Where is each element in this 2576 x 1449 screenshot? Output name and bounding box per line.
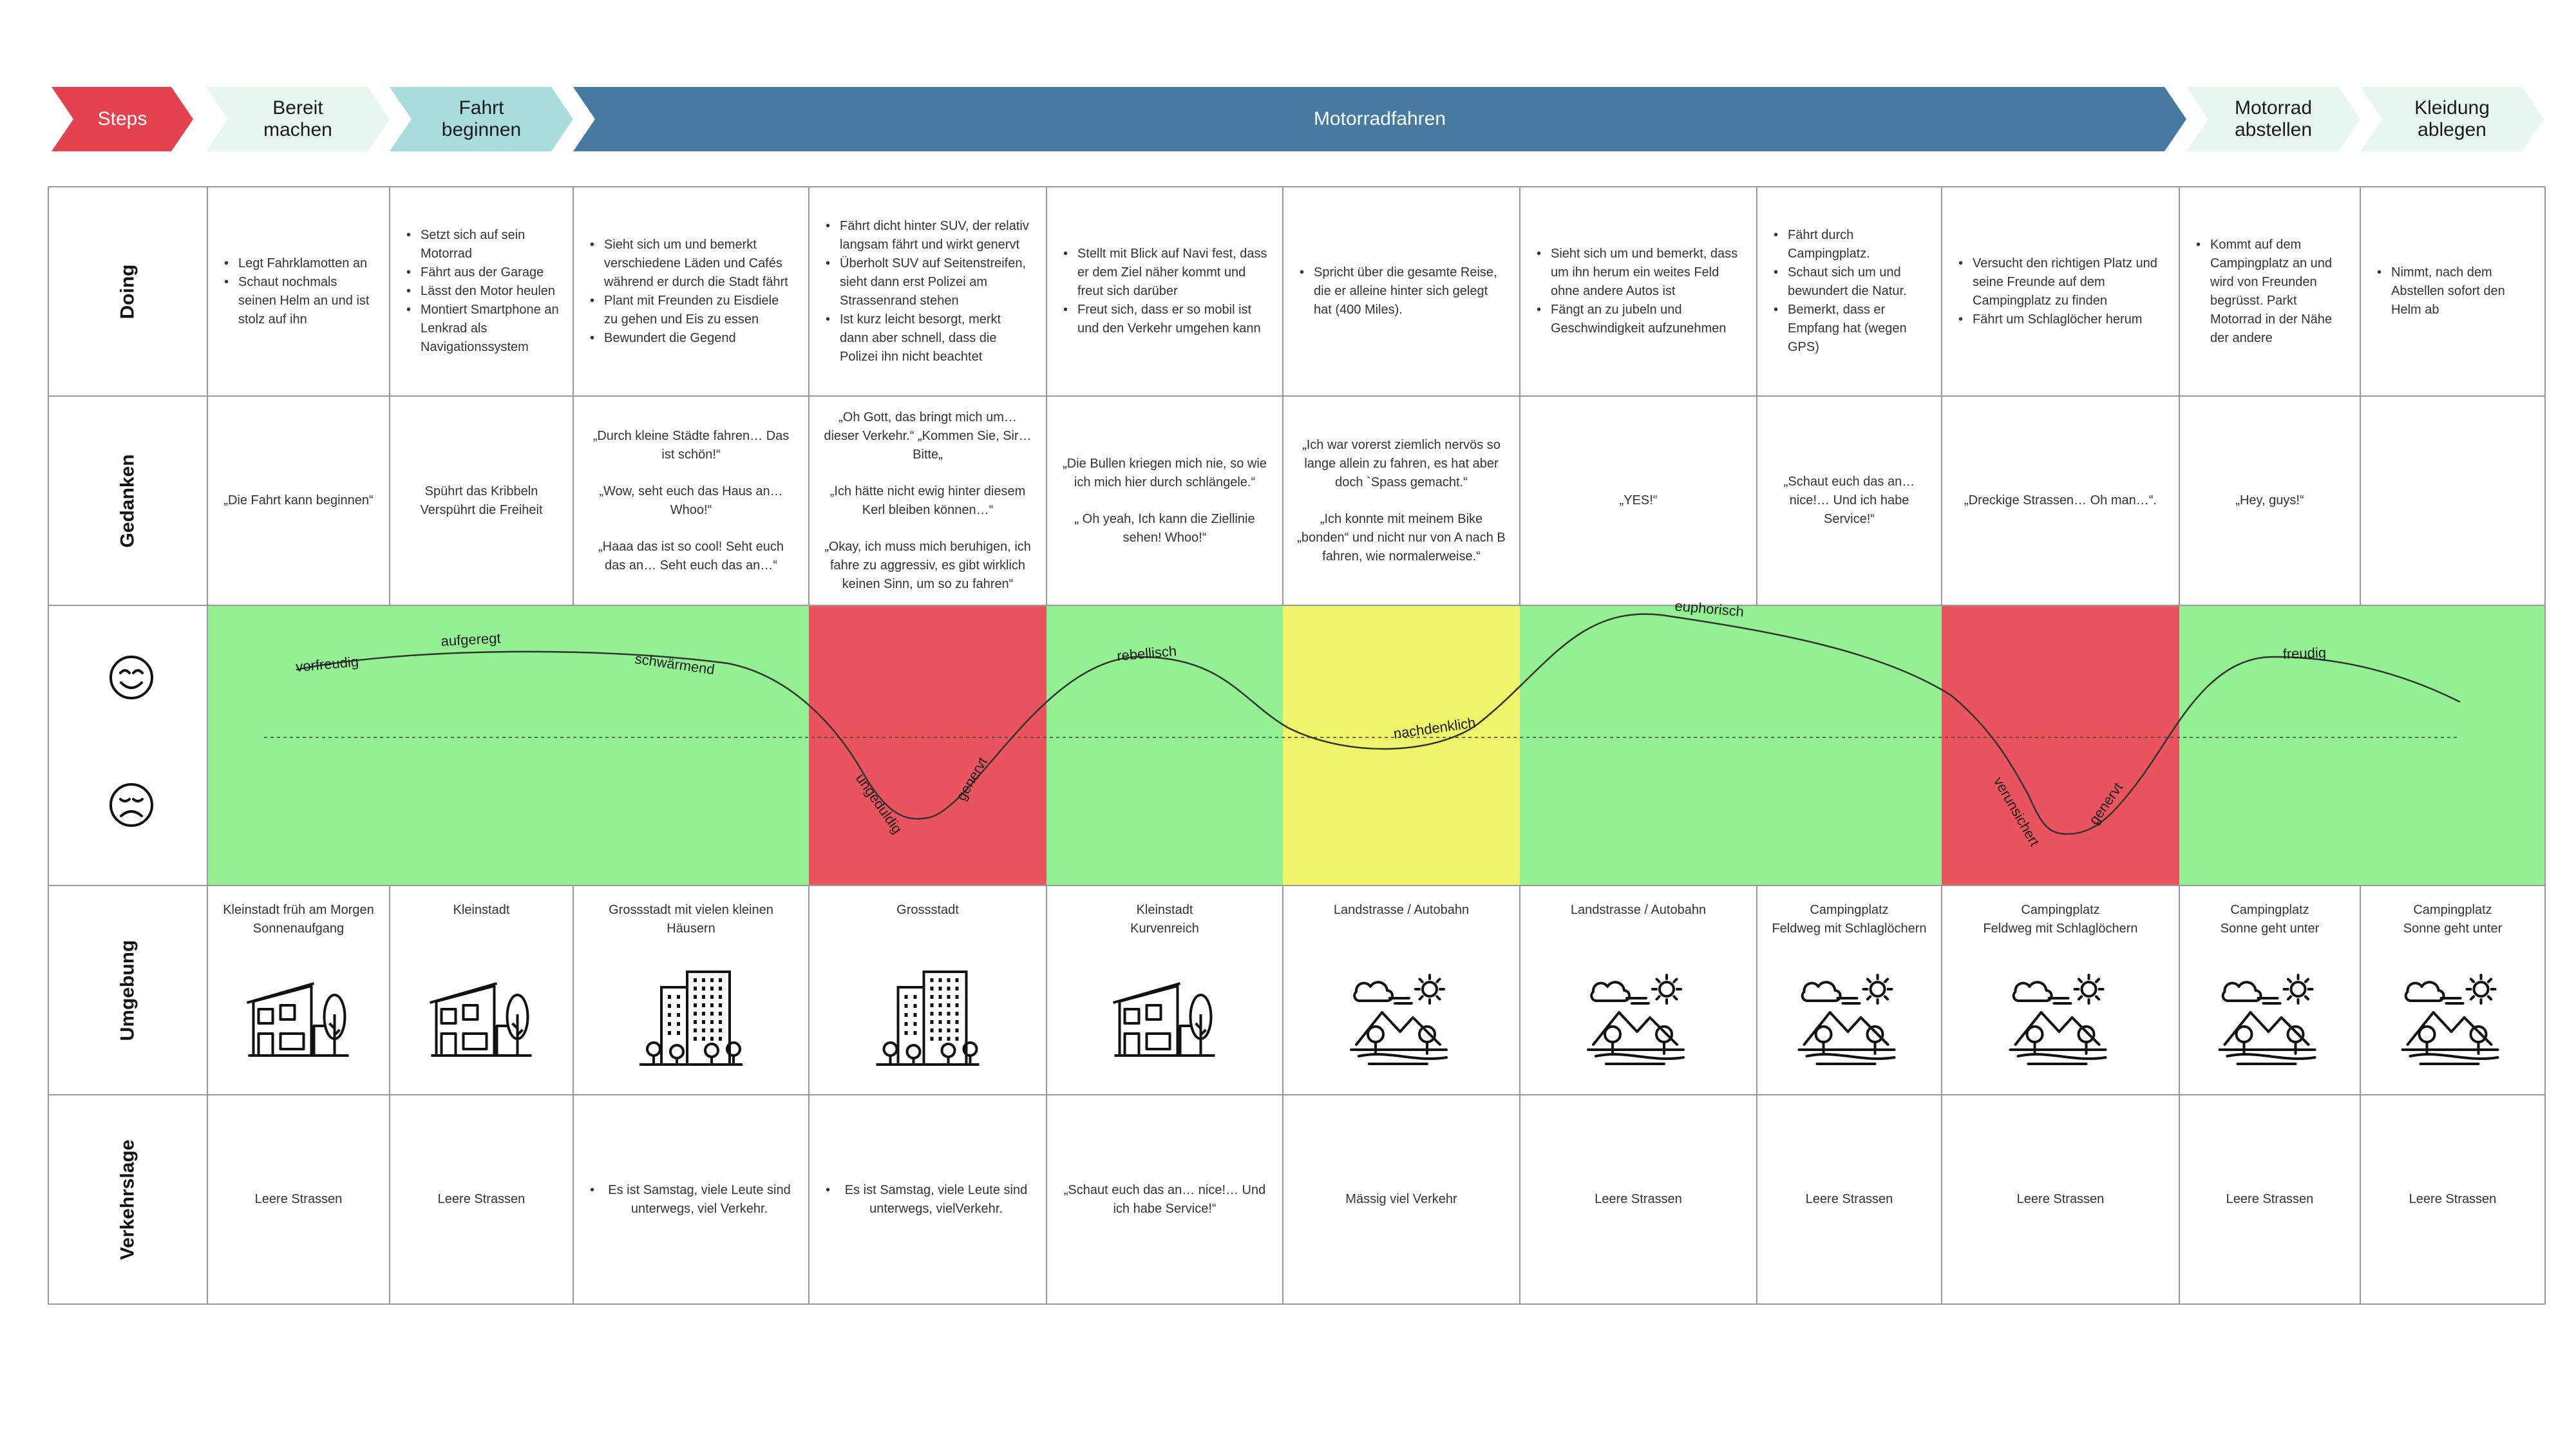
doing-item: • Bemerkt, dass er Empfang hat (wegen GPS) (1788, 301, 1927, 357)
traffic-cell (1757, 1095, 1942, 1304)
environment-text: Campingplatz Feldweg mit Schlaglöchern (1983, 903, 2138, 936)
doing-item: • Lässt den Motor heulen (421, 282, 559, 301)
doing-cell (207, 187, 390, 396)
emotion-label: rebellisch (1116, 642, 1178, 664)
traffic-text: Leere Strassen (2226, 1192, 2314, 1206)
traffic-text: Leere Strassen (2016, 1192, 2105, 1206)
doing-item: • Bewundert die Gegend (604, 329, 795, 348)
doing-item: • Plant mit Freunden zu Eisdiele zu gehen und Eis zu essen (604, 292, 795, 329)
doing-item: • Fährt um Schlaglöcher herum (1973, 310, 2165, 329)
traffic-cell (573, 1095, 809, 1304)
emotion-label: genervt (952, 754, 991, 804)
doing-item: • Fährt aus der Garage (421, 263, 559, 282)
traffic-text: Mässig viel Verkehr (1345, 1192, 1457, 1206)
traffic-cell (1046, 1095, 1283, 1304)
doing-cell (1046, 187, 1283, 396)
row-label-verkehrslage: Verkehrslage (117, 1139, 138, 1260)
thought-quote: „Die Fahrt kann beginnen“ (223, 493, 374, 507)
emotion-label: verunsichert (1990, 774, 2043, 849)
doing-item: • Setzt sich auf sein Motorrad (421, 226, 559, 263)
doing-item: • Spricht über die gesamte Reise, die er alleine hinter sich gelegt hat (400 Miles). (1314, 263, 1506, 319)
step-label: Bereit machen (263, 97, 332, 140)
thought-quote: „Haaa das ist so cool! Seht euch das an… Seht euch das an…“ (598, 539, 784, 573)
doing-item: • Fährt durch Campingplatz. (1788, 226, 1927, 263)
thought-quote: „Ich war vorerst ziemlich nervös so lange allein zu fahren, es hat aber doch `Spass gemacht.“ (1302, 437, 1501, 489)
environment-text: Kleinstadt Kurvenreich (1130, 903, 1199, 936)
thought-quote: „Oh Gott, das bringt mich um… dieser Verkehr.“ „Kommen Sie, Sir… Bitte„ (824, 410, 1032, 462)
doing-item: • Versucht den richtigen Platz und seine Freunde auf dem Campingplatz zu finden (1973, 254, 2165, 310)
doing-cell (809, 187, 1046, 396)
traffic-text: Leere Strassen (437, 1192, 526, 1206)
traffic-cell (390, 1095, 573, 1304)
step-label: Motorrad abstellen (2234, 97, 2313, 140)
traffic-text: • Es ist Samstag, viele Leute sind unterwegs, vielVerkehr. (840, 1181, 1032, 1218)
doing-item: • Montiert Smartphone an Lenkrad als Navigationssystem (421, 301, 559, 357)
environment-text: Landstrasse / Autobahn (1333, 903, 1470, 917)
step-label: Fahrt beginnen (441, 97, 522, 140)
thought-quote: „Ich hätte nicht ewig hinter diesem Kerl bleiben können…“ (829, 484, 1026, 517)
doing-item: • Ist kurz leicht besorgt, merkt dann aber schnell, dass die Polizei ihn nicht beachtet (840, 310, 1032, 366)
traffic-cell (207, 1095, 390, 1304)
doing-cell (1942, 187, 2179, 396)
emotion-label: genervt (2085, 779, 2126, 828)
doing-item: • Schaut nochmals seinen Helm an und ist stolz auf ihn (238, 273, 375, 329)
thought-quote: „Dreckige Strassen… Oh man…“. (1964, 493, 2157, 507)
emotion-label: nachdenklich (1392, 714, 1477, 742)
traffic-cell (1520, 1095, 1757, 1304)
doing-item: • Kommt auf dem Campingplatz an und wird von Freunden begrüsst. Parkt Motorrad in der Nähe der andere (2210, 236, 2346, 348)
thought-cell (2179, 396, 2360, 605)
environment-text: Campingplatz Feldweg mit Schlaglöchern (1772, 903, 1927, 936)
thought-quote: „Okay, ich muss mich beruhigen, ich fahre zu aggressiv, es gibt wirklich keinen Sinn, um so zu fahren“ (824, 539, 1031, 591)
step-label: Kleidung ablegen (2414, 97, 2490, 140)
thought-quote: „Hey, guys!“ (2235, 493, 2304, 507)
doing-item: • Überholt SUV auf Seitenstreifen, sieht dann erst Polizei am Strassenrand stehen (840, 254, 1032, 310)
emotion-label: freudig (2282, 644, 2327, 662)
doing-cell (2179, 187, 2360, 396)
traffic-cell (1942, 1095, 2179, 1304)
step-label: Motorradfahren (1313, 108, 1446, 129)
traffic-text: • Es ist Samstag, viele Leute sind unterwegs, viel Verkehr. (604, 1181, 795, 1218)
doing-cell (1520, 187, 1757, 396)
emotion-label: vorfreudig (295, 653, 359, 675)
emotion-label: schwärmend (634, 650, 716, 678)
doing-item: • Sieht sich um und bemerkt, dass um ihn herum ein weites Feld ohne andere Autos ist (1551, 245, 1743, 301)
thought-cell (809, 396, 1046, 605)
emotion-label: euphorisch (1674, 598, 1745, 620)
thought-quote: „Ich konnte mit meinem Bike „bonden“ und nicht nur von A nach B fahren, wie normalerweise.“ (1297, 511, 1506, 564)
doing-item: • Legt Fahrklamotten an (238, 254, 375, 273)
doing-item: • Stellt mit Blick auf Navi fest, dass er dem Ziel näher kommt und freut sich darüber (1077, 245, 1269, 301)
thought-cell (390, 396, 573, 605)
traffic-text: Leere Strassen (1595, 1192, 1682, 1206)
environment-text: Kleinstadt (453, 903, 510, 917)
row-label-umgebung: Umgebung (117, 940, 138, 1041)
doing-cell (1283, 187, 1520, 396)
doing-cell (573, 187, 809, 396)
doing-cell (1757, 187, 1942, 396)
thought-cell (1942, 396, 2179, 605)
thought-cell (1757, 396, 1942, 605)
doing-cell (390, 187, 573, 396)
doing-item: • Sieht sich um und bemerkt verschiedene Läden und Cafés während er durch die Stadt fährt (604, 236, 795, 292)
thought-cell (1283, 396, 1520, 605)
doing-cell (2360, 187, 2545, 396)
doing-item: • Schaut sich um und bewundert die Natur. (1788, 263, 1927, 301)
row-label-doing: Doing (117, 264, 138, 319)
thought-cell (207, 396, 390, 605)
traffic-text: Leere Strassen (2409, 1192, 2497, 1206)
emotion-label: aufgeregt (440, 630, 502, 649)
doing-item: • Nimmt, nach dem Abstellen sofort den Helm ab (2391, 263, 2531, 319)
traffic-text: Leere Strassen (1805, 1192, 1893, 1206)
traffic-text: Leere Strassen (254, 1192, 343, 1206)
emotion-label: ungeduldig (852, 770, 906, 837)
thought-quote: „ Oh yeah, Ich kann die Ziellinie sehen! Whoo!“ (1074, 511, 1255, 545)
environment-text: Kleinstadt früh am Morgen Sonnenaufgang (223, 903, 374, 936)
traffic-cell (809, 1095, 1046, 1304)
environment-text: Grossstadt mit vielen kleinen Häusern (609, 903, 773, 936)
doing-item: • Fängt an zu jubeln und Geschwindigkeit aufzunehmen (1551, 301, 1743, 338)
thought-cell (1520, 396, 1757, 605)
thought-quote: „Die Bullen kriegen mich nie, so wie ich mich hier durch schlängele.“ (1063, 456, 1267, 489)
traffic-cell (1283, 1095, 1520, 1304)
environment-text: Campingplatz Sonne geht unter (2220, 903, 2320, 936)
thought-cell (1046, 396, 1283, 605)
thought-quote: „YES!“ (1619, 493, 1658, 507)
row-label-gedanken: Gedanken (117, 453, 138, 548)
thought-quote: „Durch kleine Städte fahren… Das ist schön!“ (592, 428, 790, 462)
doing-item: • Fährt dicht hinter SUV, der relativ langsam fährt und wirkt genervt (840, 217, 1032, 254)
environment-text: Landstrasse / Autobahn (1570, 903, 1707, 917)
traffic-cell (2360, 1095, 2545, 1304)
thought-quote: „Schaut euch das an… nice!… Und ich habe Service!“ (1783, 475, 1915, 526)
thought-cell (573, 396, 809, 605)
traffic-cell (2179, 1095, 2360, 1304)
thought-cell (2360, 396, 2545, 605)
traffic-text: „Schaut euch das an… nice!… Und ich habe Service!“ (1063, 1182, 1266, 1216)
step-label: Steps (97, 108, 147, 129)
thought-quote: „Wow, seht euch das Haus an… Whoo!“ (599, 484, 783, 517)
environment-text: Grossstadt (896, 903, 959, 917)
thought-quote: Spührt das Kribbeln Verspührt die Freiheit (420, 484, 543, 517)
doing-item: • Freut sich, dass er so mobil ist und den Verkehr umgehen kann (1077, 301, 1269, 338)
environment-text: Campingplatz Sonne geht unter (2403, 903, 2503, 936)
